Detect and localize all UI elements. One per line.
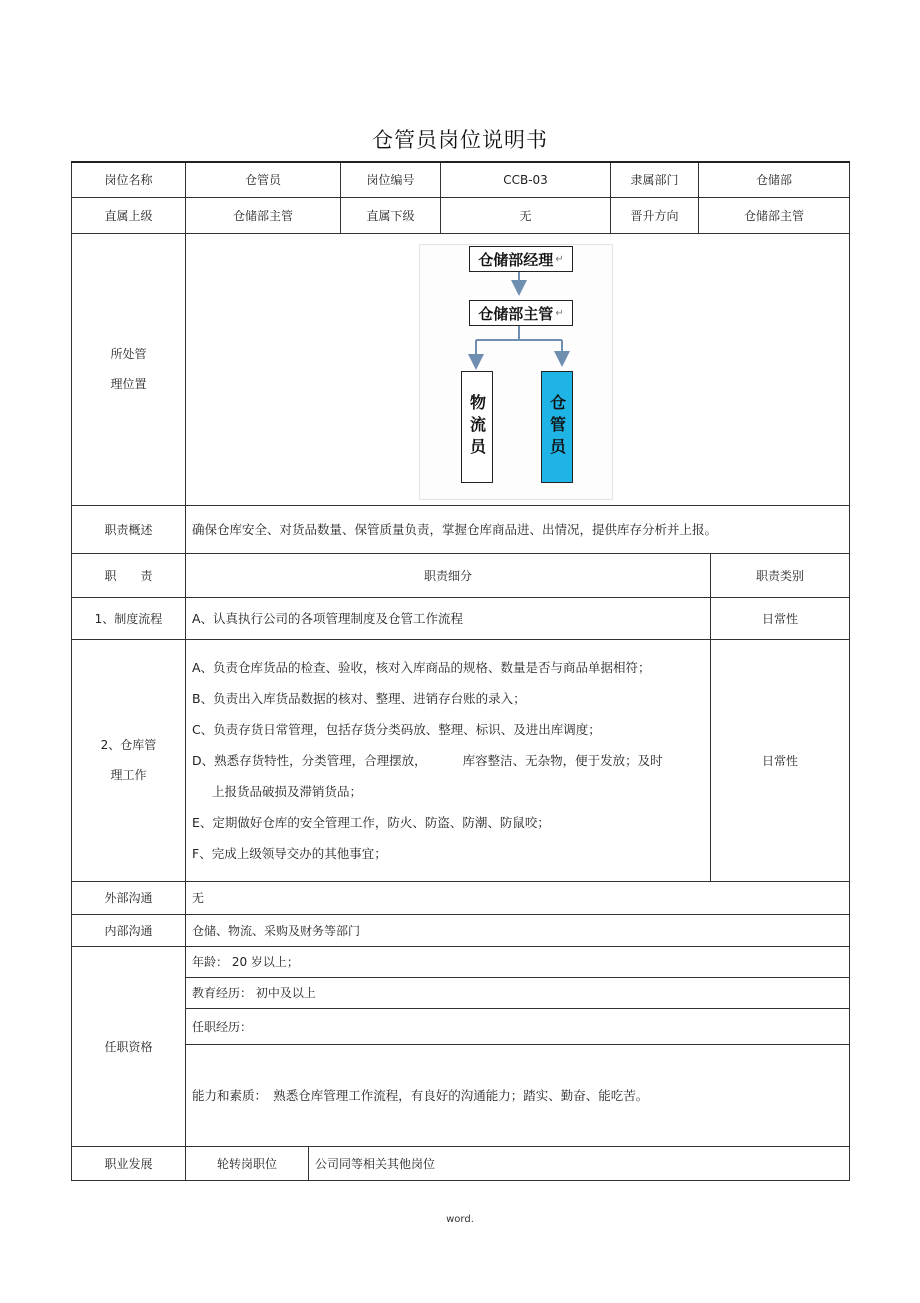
org-node-manager: 仓储部经理 ↵ <box>469 246 573 272</box>
duty2-item-e: E、定期做好仓库的安全管理工作，防火、防盗、防潮、防鼠咬； <box>192 814 550 830</box>
duties-header-col3: 职责类别 <box>711 553 850 597</box>
qualification-row-experience <box>72 1008 850 1044</box>
duty2-item-c: C、负责存货日常管理，包括存货分类码放、整理、标识、及进出库调度； <box>192 721 601 737</box>
duty1-item: A、认真执行公司的各项管理制度及仓管工作流程 <box>186 597 711 639</box>
career-rotation-value: 公司同等相关其他岗位 <box>309 1146 850 1180</box>
overview-label: 职责概述 <box>72 505 186 553</box>
label-position-code: 岗位编号 <box>341 162 441 197</box>
page-footer: word. <box>446 1214 474 1225</box>
qualification-ability: 能力和素质： 熟悉仓库管理工作流程，有良好的沟通能力；踏实、勤奋、能吃苦。 <box>186 1044 850 1146</box>
value-position-name: 仓管员 <box>186 162 341 197</box>
duty2-items <box>186 639 711 881</box>
duties-header-row <box>72 553 850 597</box>
org-chart <box>186 238 849 500</box>
qualification-experience: 任职经历： <box>186 1008 850 1044</box>
page-title: 仓管员岗位说明书 <box>372 128 548 152</box>
position-label: 所处管 理位置 <box>72 233 186 505</box>
header-row-1 <box>72 162 850 197</box>
org-node-supervisor: 仓储部主管 ↵ <box>469 300 573 326</box>
internal-row <box>72 914 850 946</box>
duties-header-col1: 职 责 <box>72 553 186 597</box>
career-row <box>72 1146 850 1180</box>
duty2-category: 日常性 <box>711 639 850 881</box>
value-department: 仓储部 <box>699 162 850 197</box>
return-mark-icon: ↵ <box>555 307 564 319</box>
duty2-item-a: A、负责仓库货品的检查、验收，核对入库商品的规格、数量是否与商品单据相符； <box>192 659 651 675</box>
duty2-item-f: F、完成上级领导交办的其他事宜； <box>192 845 387 861</box>
duty1-category: 日常性 <box>711 597 850 639</box>
duty2-name: 2、仓库管 理工作 <box>72 639 186 881</box>
org-node-warehouse-keeper: 仓管员 <box>541 371 573 483</box>
label-direct-subordinate: 直属下级 <box>341 197 441 233</box>
value-direct-superior: 仓储部主管 <box>186 197 341 233</box>
qualification-education: 教育经历： 初中及以上 <box>186 977 850 1008</box>
value-position-code: CCB-03 <box>441 162 611 197</box>
org-chart-connectors <box>186 238 850 500</box>
qualification-row-education <box>72 977 850 1008</box>
external-label: 外部沟通 <box>72 881 186 914</box>
career-rotation-label: 轮转岗职位 <box>186 1146 309 1180</box>
duties-header-col2: 职责细分 <box>186 553 711 597</box>
external-row <box>72 881 850 914</box>
connector-supervisor-staff <box>476 324 562 359</box>
qualification-row-ability <box>72 1044 850 1146</box>
overview-text: 确保仓库安全、对货品数量、保管质量负责，掌握仓库商品进、出情况，提供库存分析并上报。 <box>186 505 850 553</box>
position-row <box>72 233 850 505</box>
overview-row <box>72 505 850 553</box>
duty-row-1 <box>72 597 850 639</box>
value-direct-subordinate: 无 <box>441 197 611 233</box>
return-mark-icon: ↵ <box>555 253 564 265</box>
internal-value: 仓储、物流、采购及财务等部门 <box>186 914 850 946</box>
label-direct-superior: 直属上级 <box>72 197 186 233</box>
org-node-logistics: 物流员 <box>461 371 493 483</box>
value-promotion: 仓储部主管 <box>699 197 850 233</box>
external-value: 无 <box>186 881 850 914</box>
qualification-label: 任职资格 <box>72 946 186 1146</box>
qualification-row-age <box>72 946 850 977</box>
duty2-item-d: D、熟悉存货特性，分类管理，合理摆放， 库容整洁、无杂物，便于发放；及时 <box>192 752 663 768</box>
internal-label: 内部沟通 <box>72 914 186 946</box>
label-position-name: 岗位名称 <box>72 162 186 197</box>
job-description-table <box>71 161 850 1181</box>
org-chart-cell <box>186 233 850 505</box>
duty2-item-b: B、负责出入库货品数据的核对、整理、进销存台账的录入； <box>192 690 526 706</box>
header-row-2 <box>72 197 850 233</box>
label-promotion: 晋升方向 <box>611 197 699 233</box>
duty-row-2 <box>72 639 850 881</box>
label-department: 隶属部门 <box>611 162 699 197</box>
career-label: 职业发展 <box>72 1146 186 1180</box>
duty1-name: 1、制度流程 <box>72 597 186 639</box>
duty2-item-d-cont: 上报货品破损及滞销货品； <box>212 783 363 799</box>
qualification-age: 年龄： 20 岁以上； <box>186 946 850 977</box>
